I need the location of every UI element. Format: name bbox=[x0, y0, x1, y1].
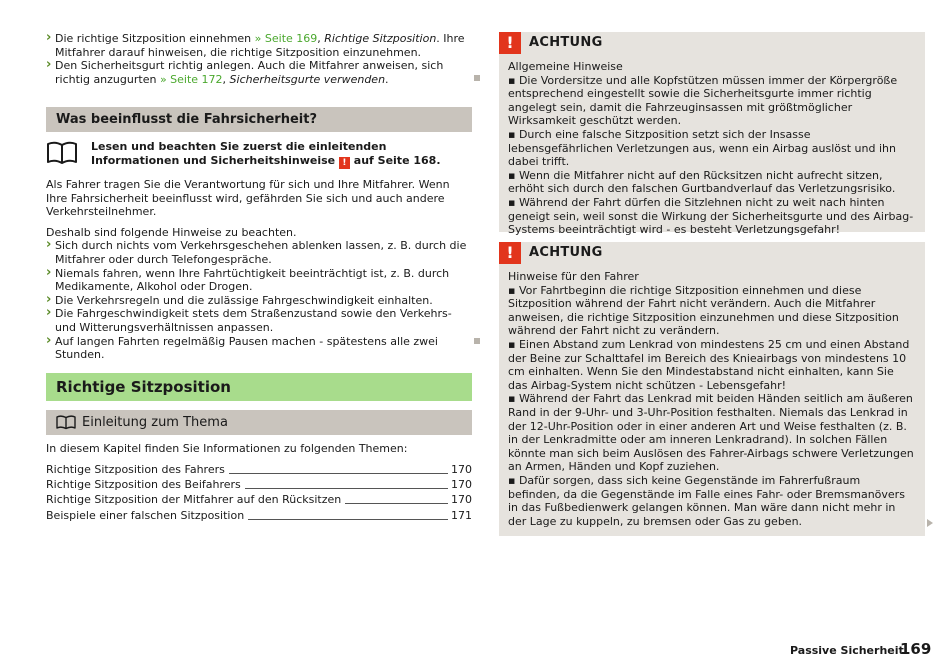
toc-entry[interactable]: Richtige Sitzposition der Mitfahrer auf den Rücksitzen 170 bbox=[46, 493, 472, 506]
page-number: 169 bbox=[900, 640, 932, 658]
list-item: › Den Sicherheitsgurt richtig anlegen. Auch die Mitfahrer anweisen, sich richtig anzugurten » Seite 172, Sicherheitsgurte verwenden. bbox=[46, 59, 472, 86]
warning-item: ▪ Einen Abstand zum Lenkrad von mindestens 25 cm und einen Abstand der Beine zur Schalttafel im Bereich des Knieairbags von mindestens 10 cm einhalten. Wenn Sie den Mindestabstand nicht einhalten, kann Sie das Airbag-System nicht schützen - Lebensgefahr! bbox=[508, 337, 910, 392]
toc-entry[interactable]: Beispiele einer falschen Sitzposition 171 bbox=[46, 509, 472, 522]
warning-item: ▪ Dafür sorgen, dass sich keine Gegenstände im Fahrerfußraum befinden, da die Gegenstände im Falle eines Fahr- oder Bremsmanövers in das Fußbedienwerk gelangen können. Man wäre dann nicht mehr in der Lage zu kuppeln, zu bremsen oder Gas zu geben. bbox=[508, 473, 905, 528]
warning-item: ▪ Während der Fahrt das Lenkrad mit beiden Händen seitlich am äußeren Rand in der 9-Uhr- und 3-Uhr-Position festhalten. Niemals das Lenkrad in der 12-Uhr-Position oder in einer anderen Art und Weise festhalten (z. B. in der Lenkradmitte oder am inneren Lenkradrand). In solchen Fällen könnte man sich beim Auslösen des Fahrer-Airbags schwere Verletzungen an Armen, Händen und Kopf zuziehen. bbox=[508, 392, 914, 474]
page-link[interactable]: » Seite 172 bbox=[159, 72, 223, 86]
warning-item: ▪ Die Vordersitze und alle Kopfstützen müssen immer der Körpergröße entsprechend eingestellt sowie die Sicherheitsgurte immer richtig angelegt sein, damit die Fahrzeuginsassen mit größtmöglicher Wirksamkeit geschützt werden. bbox=[508, 73, 898, 128]
paragraph: Deshalb sind folgende Hinweise zu beachten. bbox=[46, 225, 297, 239]
warning-title: ACHTUNG bbox=[529, 245, 603, 260]
section1-body bbox=[46, 178, 472, 362]
warning-icon: ! bbox=[499, 32, 521, 54]
book-icon bbox=[46, 141, 78, 165]
warning-header bbox=[499, 242, 925, 264]
warning-title: ACHTUNG bbox=[529, 35, 603, 50]
section-end-marker bbox=[474, 338, 480, 344]
toc-entry[interactable]: Richtige Sitzposition des Fahrers 170 bbox=[46, 463, 472, 476]
list-item: › Sich durch nichts vom Verkehrsgeschehen ablenken lassen, z. B. durch die Mitfahrer oder durch Telefongespräche. bbox=[46, 239, 472, 266]
chapter-heading: Richtige Sitzposition bbox=[46, 373, 472, 401]
page-link[interactable]: » Seite 169 bbox=[254, 32, 318, 45]
list-item: › Die Verkehrsregeln und die zulässige Fahrgeschwindigkeit einhalten. bbox=[46, 294, 472, 308]
intro-note: Lesen und beachten Sie zuerst die einleitenden Informationen und Sicherheitshinweise ! auf Seite 168. bbox=[91, 140, 441, 168]
top-bullet-list bbox=[46, 32, 472, 86]
toc-entry[interactable]: Richtige Sitzposition des Beifahrers 170 bbox=[46, 478, 472, 491]
list-item: › Auf langen Fahrten regelmäßig Pausen machen - spätestens alle zwei Stunden. bbox=[46, 335, 472, 362]
next-page-arrow-icon bbox=[927, 519, 933, 527]
list-item: › Die richtige Sitzposition einnehmen » Seite 169, Richtige Sitzposition. Ihre Mitfahrer darauf hinweisen, die richtige Sitzposition einzunehmen. bbox=[46, 32, 472, 59]
warning-item: ▪ Durch eine falsche Sitzposition setzt sich der Insasse lebensgefährlichen Verletzungen aus, wenn ein Airbag auslöst und ihn dabei trifft. bbox=[508, 127, 896, 169]
intro-text: In diesem Kapitel finden Sie Informationen zu folgenden Themen: bbox=[46, 442, 408, 455]
warning-body bbox=[499, 264, 925, 534]
warning-subtitle: Allgemeine Hinweise bbox=[508, 60, 623, 73]
intro-heading: Einleitung zum Thema bbox=[46, 410, 472, 435]
list-item: › Niemals fahren, wenn Ihre Fahrtüchtigkeit beeinträchtigt ist, z. B. durch Medikamente, Alkohol oder Drogen. bbox=[46, 267, 472, 294]
book-icon bbox=[56, 415, 76, 430]
list-item: › Die Fahrgeschwindigkeit stets dem Straßenzustand sowie den Verkehrs- und Witterungsverhältnissen anpassen. bbox=[46, 307, 472, 334]
section-heading: Was beeinflusst die Fahrsicherheit? bbox=[46, 107, 472, 132]
warning-body bbox=[499, 54, 925, 243]
warning-box bbox=[499, 32, 925, 237]
warning-item: ▪ Während der Fahrt dürfen die Sitzlehnen nicht zu weit nach hinten geneigt sein, weil sonst die Wirkung der Sicherheitsgurte und des Airbag-Systems beeinträchtigt wird - es besteht Verletzungsgefahr! bbox=[508, 195, 914, 237]
warning-header bbox=[499, 32, 925, 54]
warning-item: ▪ Wenn die Mitfahrer nicht auf den Rücksitzen nicht aufrecht sitzen, erhöht sich durch den falschen Gurtbandverlauf das Verletzungsrisiko. bbox=[508, 168, 896, 196]
section-end-marker bbox=[474, 75, 480, 81]
warning-box bbox=[499, 242, 925, 536]
paragraph: Als Fahrer tragen Sie die Verantwortung für sich und Ihre Mitfahrer. Wenn Ihre Fahrsicherheit beeinflusst wird, gefährden Sie sich und auch andere Verkehrsteilnehmer. bbox=[46, 178, 450, 219]
warning-icon: ! bbox=[499, 242, 521, 264]
warning-icon: ! bbox=[339, 157, 350, 169]
warning-subtitle: Hinweise für den Fahrer bbox=[508, 270, 639, 283]
warning-item: ▪ Vor Fahrtbeginn die richtige Sitzposition einnehmen und diese Sitzposition während der Fahrt nicht verändern. Auch die Mitfahrer anweisen, die richtige Sitzposition einzunehmen und diese Sitzposition während der Fahrt nicht zu verändern. bbox=[508, 283, 899, 338]
footer-section-label: Passive Sicherheit bbox=[790, 644, 904, 657]
